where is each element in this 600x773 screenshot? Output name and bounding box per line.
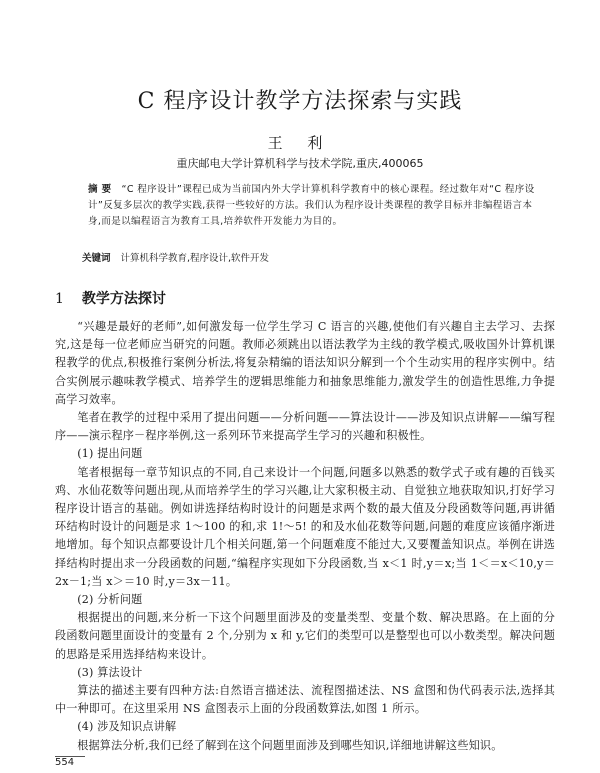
paragraph: 根据算法分析,我们已经了解到在这个问题里面涉及到哪些知识,详细地讲解这些知识。 bbox=[77, 738, 503, 752]
abstract-text: “C 程序设计”课程已成为当前国内外大学计算机科学教育中的核心课程。经过数年对“C 程序设计”反复多层次的教学实践,获得一些较好的方法。我们认为程序设计类课程的教学目标并非编程语言本身,而是以编程语言为教育工具,培养软件开发能力为目的。 bbox=[88, 184, 535, 227]
section-number: 1 bbox=[55, 291, 64, 307]
paragraph: 笔者根据每一章节知识点的不同,自己来设计一个问题,问题多以熟悉的数学式子或有趣的百钱买鸡、水仙花数等问题出现,从而培养学生的学习兴趣,让大家积极主动、自觉独立地获取知识,打好学习程序设计语言的基础。例如讲选择结构时设计的问题是求两个数的最大值及分段函数等问题,再讲循环结构时设计的问题是求 1～100 的和,求 1!～5! 的和及水仙花数等问题,问题的难度应该循序渐进地增加。每个知识点都要设计几个相关问题,第一个问题难度不能过大,又要覆盖知识点。举例在讲选择结构时提出求一分段函数的问题,“编程序实现如下分段函数,当 x＜1 时,y＝x;当 1＜＝x＜10,y＝2x－1;当 x＞＝10 时,y＝3x－11。 bbox=[55, 465, 555, 588]
subsection-title: (4) 涉及知识点讲解 bbox=[77, 720, 177, 734]
subsection-title: (3) 算法设计 bbox=[77, 665, 143, 679]
paragraph: “兴趣是最好的老师”,如何激发每一位学生学习 C 语言的兴趣,使他们有兴趣自主去学习、去探究,这是每一位老师应当研究的问题。教师必须跳出以语法教学为主线的教学模式,吸收国外计算机课程教学的优点,积极推行案例分析法,将复杂精编的语法知识分解到一个个生动实用的程序实例中。结合实例展示趣味教学模式、培养学生的逻辑思维能力和抽象思维能力,激发学生的创造性思维,力争提高学习效率。 bbox=[55, 320, 555, 406]
subsection-title: (1) 提出问题 bbox=[77, 447, 143, 461]
section-title: 教学方法探讨 bbox=[81, 291, 166, 307]
keywords-text: 计算机科学教育,程序设计,软件开发 bbox=[120, 253, 270, 264]
paper-title: C 程序设计教学方法探索与实践 bbox=[137, 89, 463, 114]
subsection-title: (2) 分析问题 bbox=[77, 593, 143, 607]
paragraph: 根据提出的问题,来分析一下这个问题里面涉及的变量类型、变量个数、解决思路。在上面的分段函数问题里面设计的变量有 2 个,分别为 x 和 y,它们的类型可以是整型也可以小数类型。解决问题的思路是采用选择结构来设计。 bbox=[55, 611, 555, 661]
author-name: 王 利 bbox=[267, 134, 333, 152]
page-number: 554 bbox=[55, 757, 75, 768]
abstract bbox=[88, 182, 538, 230]
keywords-label: 关键词 bbox=[82, 253, 111, 264]
paragraph: 算法的描述主要有四种方法:自然语言描述法、流程图描述法、NS 盒图和伪代码表示法,选择其中一种即可。在这里采用 NS 盒图表示上面的分段函数算法,如图 1 所示。 bbox=[55, 684, 555, 716]
abstract-label: 摘 要 bbox=[88, 184, 112, 195]
paragraph: 笔者在教学的过程中采用了提出问题——分析问题——算法设计——涉及知识点讲解——编写程序——演示程序－程序举例,这一系列环节来提高学生学习的兴趣和积极性。 bbox=[55, 411, 555, 443]
keywords bbox=[82, 250, 538, 264]
section-heading bbox=[55, 288, 166, 308]
body-text bbox=[55, 318, 555, 755]
author-affiliation: 重庆邮电大学计算机科学与技术学院,重庆,400065 bbox=[176, 157, 424, 170]
